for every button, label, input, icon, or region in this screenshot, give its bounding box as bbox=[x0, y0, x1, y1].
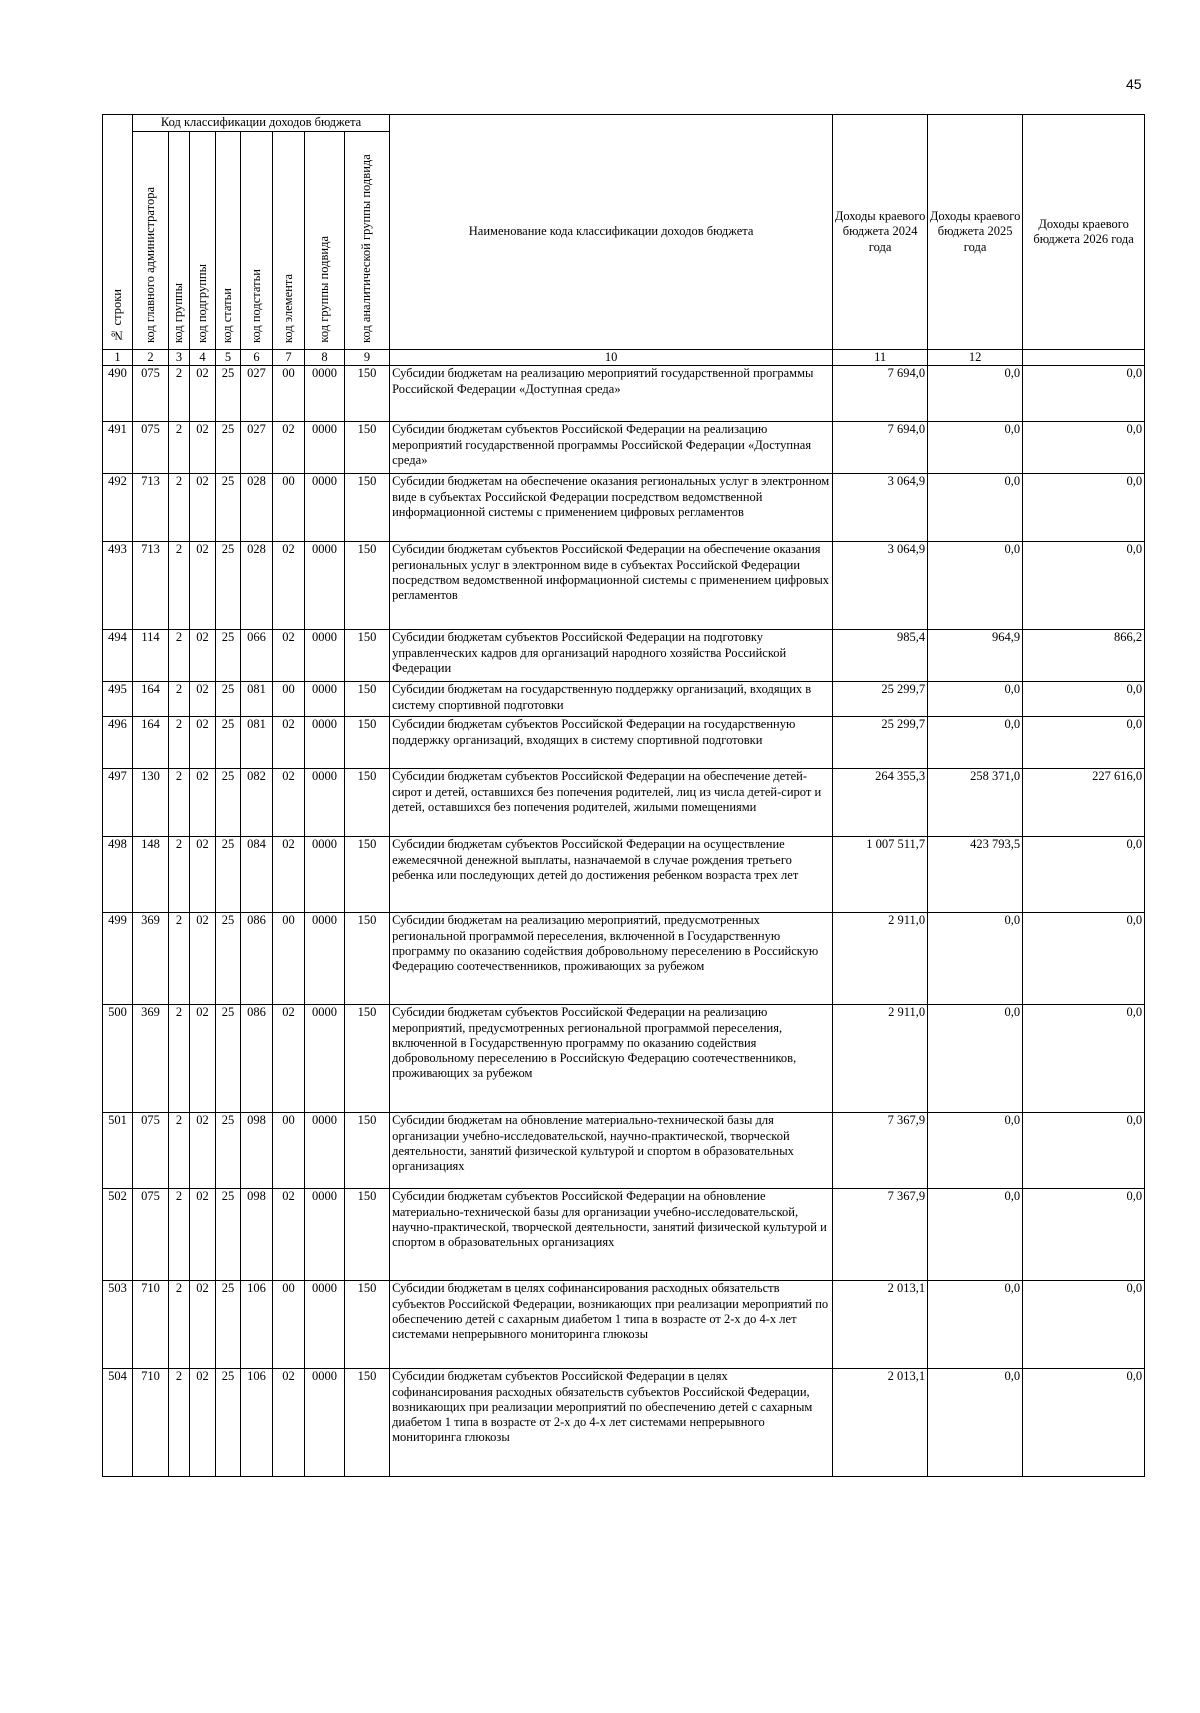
subtype-group-code-cell: 0000 bbox=[305, 422, 345, 474]
subgroup-code-cell: 02 bbox=[190, 837, 216, 913]
revenue-2026-cell: 0,0 bbox=[1023, 422, 1145, 474]
revenue-2026-cell: 0,0 bbox=[1023, 913, 1145, 1005]
subgroup-code-cell: 02 bbox=[190, 542, 216, 630]
group-code-cell: 2 bbox=[169, 769, 190, 837]
admin-code-cell: 075 bbox=[133, 1189, 169, 1281]
table-row bbox=[103, 1189, 1145, 1281]
table-row bbox=[103, 1281, 1145, 1369]
admin-code-cell: 075 bbox=[133, 366, 169, 422]
table-row bbox=[103, 422, 1145, 474]
article-code-cell: 25 bbox=[216, 1369, 241, 1477]
revenue-2024-cell: 1 007 511,7 bbox=[833, 837, 928, 913]
group-code-cell: 2 bbox=[169, 1369, 190, 1477]
column-number: 10 bbox=[390, 350, 833, 366]
revenue-2025-cell: 0,0 bbox=[928, 422, 1023, 474]
subtype-group-code-cell: 0000 bbox=[305, 630, 345, 682]
subgroup-code-cell: 02 bbox=[190, 1113, 216, 1189]
revenue-2026-cell: 227 616,0 bbox=[1023, 769, 1145, 837]
table-row bbox=[103, 366, 1145, 422]
revenue-2025-cell: 0,0 bbox=[928, 1189, 1023, 1281]
revenue-name-cell: Субсидии бюджетам в целях софинансирования расходных обязательств субъектов Российской Федерации, возникающих при реализации мероприятий по обеспечению детей с сахарным диабетом 1 типа в возрасте от 2-х до 4-х лет системами непрерывного мониторинга глюкозы bbox=[390, 1281, 833, 1369]
column-number: 3 bbox=[169, 350, 190, 366]
row-number-cell: 498 bbox=[103, 837, 133, 913]
row-number-cell: 493 bbox=[103, 542, 133, 630]
subgroup-code-cell: 02 bbox=[190, 1189, 216, 1281]
element-code-cell: 02 bbox=[273, 1005, 305, 1113]
header-name: Наименование кода классификации доходов бюджета bbox=[390, 115, 833, 350]
subarticle-code-cell: 081 bbox=[241, 717, 273, 769]
subarticle-code-cell: 081 bbox=[241, 682, 273, 717]
element-code-cell: 02 bbox=[273, 542, 305, 630]
subtype-group-code-cell: 0000 bbox=[305, 1369, 345, 1477]
budget-revenue-table bbox=[102, 114, 1145, 1477]
element-code-cell: 02 bbox=[273, 769, 305, 837]
revenue-2026-cell: 0,0 bbox=[1023, 1281, 1145, 1369]
subarticle-code-cell: 027 bbox=[241, 422, 273, 474]
admin-code-cell: 130 bbox=[133, 769, 169, 837]
subtype-group-code-cell: 0000 bbox=[305, 837, 345, 913]
analytic-subtype-code-cell: 150 bbox=[345, 474, 390, 542]
revenue-2026-cell: 866,2 bbox=[1023, 630, 1145, 682]
table-row bbox=[103, 769, 1145, 837]
analytic-subtype-code-cell: 150 bbox=[345, 630, 390, 682]
revenue-2026-cell: 0,0 bbox=[1023, 1113, 1145, 1189]
revenue-2026-cell: 0,0 bbox=[1023, 474, 1145, 542]
subarticle-code-cell: 098 bbox=[241, 1113, 273, 1189]
column-number: 2 bbox=[133, 350, 169, 366]
revenue-2024-cell: 2 013,1 bbox=[833, 1369, 928, 1477]
group-code-cell: 2 bbox=[169, 1005, 190, 1113]
subgroup-code-cell: 02 bbox=[190, 474, 216, 542]
header-revenue-2025: Доходы краевого бюджета 2025 года bbox=[928, 115, 1023, 350]
revenue-2024-cell: 7 694,0 bbox=[833, 422, 928, 474]
analytic-subtype-code-cell: 150 bbox=[345, 682, 390, 717]
revenue-name-cell: Субсидии бюджетам субъектов Российской Федерации на обеспечение детей-сирот и детей, оставшихся без попечения родителей, лиц из числа детей-сирот и детей, оставшихся без попечения родителей, жилыми помещениями bbox=[390, 769, 833, 837]
table-row bbox=[103, 474, 1145, 542]
revenue-name-cell: Субсидии бюджетам субъектов Российской Федерации на подготовку управленческих кадров для организаций народного хозяйства Российской Федерации bbox=[390, 630, 833, 682]
revenue-2024-cell: 2 911,0 bbox=[833, 913, 928, 1005]
subgroup-code-cell: 02 bbox=[190, 1369, 216, 1477]
group-code-cell: 2 bbox=[169, 1189, 190, 1281]
subarticle-code-cell: 028 bbox=[241, 542, 273, 630]
revenue-2026-cell: 0,0 bbox=[1023, 717, 1145, 769]
analytic-subtype-code-cell: 150 bbox=[345, 366, 390, 422]
element-code-cell: 00 bbox=[273, 366, 305, 422]
analytic-subtype-code-cell: 150 bbox=[345, 913, 390, 1005]
row-number-cell: 502 bbox=[103, 1189, 133, 1281]
element-code-cell: 02 bbox=[273, 837, 305, 913]
revenue-2026-cell: 0,0 bbox=[1023, 542, 1145, 630]
group-code-cell: 2 bbox=[169, 913, 190, 1005]
analytic-subtype-code-cell: 150 bbox=[345, 1281, 390, 1369]
subgroup-code-cell: 02 bbox=[190, 717, 216, 769]
group-code-cell: 2 bbox=[169, 1281, 190, 1369]
element-code-cell: 00 bbox=[273, 1281, 305, 1369]
revenue-name-cell: Субсидии бюджетам субъектов Российской Федерации на реализацию мероприятий, предусмотренных региональной программой переселения, включенной в Государственную программу по оказанию содействия добровольному переселению в Российскую Федерацию соотечественников, проживающих за рубежом bbox=[390, 1005, 833, 1113]
subarticle-code-cell: 086 bbox=[241, 913, 273, 1005]
subarticle-code-cell: 106 bbox=[241, 1281, 273, 1369]
subgroup-code-cell: 02 bbox=[190, 682, 216, 717]
revenue-name-cell: Субсидии бюджетам на реализацию мероприятий, предусмотренных региональной программой переселения, включенной в Государственную программу по оказанию содействия добровольному переселению в Российскую Федерацию соотечественников, проживающих за рубежом bbox=[390, 913, 833, 1005]
column-number: 12 bbox=[928, 350, 1023, 366]
revenue-2025-cell: 258 371,0 bbox=[928, 769, 1023, 837]
subtype-group-code-cell: 0000 bbox=[305, 717, 345, 769]
row-number-cell: 503 bbox=[103, 1281, 133, 1369]
admin-code-cell: 369 bbox=[133, 1005, 169, 1113]
group-code-cell: 2 bbox=[169, 837, 190, 913]
revenue-name-cell: Субсидии бюджетам на государственную поддержку организаций, входящих в систему спортивной подготовки bbox=[390, 682, 833, 717]
revenue-2024-cell: 3 064,9 bbox=[833, 474, 928, 542]
group-code-cell: 2 bbox=[169, 630, 190, 682]
article-code-cell: 25 bbox=[216, 542, 241, 630]
table-row bbox=[103, 913, 1145, 1005]
header-revenue-2024: Доходы краевого бюджета 2024 года bbox=[833, 115, 928, 350]
column-number: 11 bbox=[833, 350, 928, 366]
revenue-2025-cell: 964,9 bbox=[928, 630, 1023, 682]
subarticle-code-cell: 098 bbox=[241, 1189, 273, 1281]
subtype-group-code-cell: 0000 bbox=[305, 474, 345, 542]
row-number-cell: 504 bbox=[103, 1369, 133, 1477]
table-row bbox=[103, 1113, 1145, 1189]
subarticle-code-cell: 106 bbox=[241, 1369, 273, 1477]
header-group-code: код группы bbox=[169, 132, 190, 350]
article-code-cell: 25 bbox=[216, 682, 241, 717]
revenue-2025-cell: 0,0 bbox=[928, 1005, 1023, 1113]
header-classification-code: Код классификации доходов бюджета bbox=[133, 115, 390, 132]
revenue-2024-cell: 2 013,1 bbox=[833, 1281, 928, 1369]
revenue-2025-cell: 0,0 bbox=[928, 913, 1023, 1005]
article-code-cell: 25 bbox=[216, 717, 241, 769]
revenue-name-cell: Субсидии бюджетам субъектов Российской Федерации на осуществление ежемесячной денежной выплаты, назначаемой в случае рождения третьего ребенка или последующих детей до достижения ребенком возраста трех лет bbox=[390, 837, 833, 913]
row-number-cell: 497 bbox=[103, 769, 133, 837]
revenue-2024-cell: 25 299,7 bbox=[833, 682, 928, 717]
subarticle-code-cell: 082 bbox=[241, 769, 273, 837]
revenue-2024-cell: 7 694,0 bbox=[833, 366, 928, 422]
revenue-2024-cell: 985,4 bbox=[833, 630, 928, 682]
subarticle-code-cell: 027 bbox=[241, 366, 273, 422]
revenue-2025-cell: 423 793,5 bbox=[928, 837, 1023, 913]
row-number-cell: 494 bbox=[103, 630, 133, 682]
article-code-cell: 25 bbox=[216, 1281, 241, 1369]
revenue-2026-cell: 0,0 bbox=[1023, 1189, 1145, 1281]
admin-code-cell: 710 bbox=[133, 1281, 169, 1369]
header-analytic-subtype-code: код аналитической группы подвида bbox=[345, 132, 390, 350]
analytic-subtype-code-cell: 150 bbox=[345, 422, 390, 474]
revenue-2025-cell: 0,0 bbox=[928, 1281, 1023, 1369]
article-code-cell: 25 bbox=[216, 1005, 241, 1113]
element-code-cell: 00 bbox=[273, 1113, 305, 1189]
column-number: 9 bbox=[345, 350, 390, 366]
article-code-cell: 25 bbox=[216, 1113, 241, 1189]
column-number: 6 bbox=[241, 350, 273, 366]
subtype-group-code-cell: 0000 bbox=[305, 769, 345, 837]
subgroup-code-cell: 02 bbox=[190, 769, 216, 837]
subarticle-code-cell: 084 bbox=[241, 837, 273, 913]
page-number: 45 bbox=[1126, 76, 1142, 92]
admin-code-cell: 713 bbox=[133, 474, 169, 542]
header-subgroup-code: код подгруппы bbox=[190, 132, 216, 350]
revenue-2026-cell: 0,0 bbox=[1023, 1005, 1145, 1113]
revenue-2025-cell: 0,0 bbox=[928, 1369, 1023, 1477]
revenue-2025-cell: 0,0 bbox=[928, 366, 1023, 422]
admin-code-cell: 075 bbox=[133, 422, 169, 474]
analytic-subtype-code-cell: 150 bbox=[345, 1189, 390, 1281]
subarticle-code-cell: 066 bbox=[241, 630, 273, 682]
group-code-cell: 2 bbox=[169, 422, 190, 474]
subtype-group-code-cell: 0000 bbox=[305, 682, 345, 717]
element-code-cell: 02 bbox=[273, 630, 305, 682]
element-code-cell: 00 bbox=[273, 682, 305, 717]
column-numbers-row bbox=[103, 350, 1145, 366]
analytic-subtype-code-cell: 150 bbox=[345, 769, 390, 837]
revenue-name-cell: Субсидии бюджетам на обеспечение оказания региональных услуг в электронном виде в субъектах Российской Федерации посредством ведомственной информационной системы с применением цифровых регламентов bbox=[390, 474, 833, 542]
article-code-cell: 25 bbox=[216, 913, 241, 1005]
admin-code-cell: 114 bbox=[133, 630, 169, 682]
subtype-group-code-cell: 0000 bbox=[305, 1113, 345, 1189]
article-code-cell: 25 bbox=[216, 366, 241, 422]
element-code-cell: 00 bbox=[273, 474, 305, 542]
row-number-cell: 495 bbox=[103, 682, 133, 717]
element-code-cell: 00 bbox=[273, 913, 305, 1005]
revenue-name-cell: Субсидии бюджетам субъектов Российской Федерации в целях софинансирования расходных обязательств субъектов Российской Федерации, возникающих при реализации мероприятий по обеспечению детей с сахарным диабетом 1 типа в возрасте от 2-х до 4-х лет системами непрерывного мониторинга глюкозы bbox=[390, 1369, 833, 1477]
revenue-2025-cell: 0,0 bbox=[928, 1113, 1023, 1189]
column-number: 5 bbox=[216, 350, 241, 366]
analytic-subtype-code-cell: 150 bbox=[345, 837, 390, 913]
element-code-cell: 02 bbox=[273, 1369, 305, 1477]
revenue-name-cell: Субсидии бюджетам субъектов Российской Федерации на государственную поддержку организаций, входящих в систему спортивной подготовки bbox=[390, 717, 833, 769]
article-code-cell: 25 bbox=[216, 837, 241, 913]
group-code-cell: 2 bbox=[169, 542, 190, 630]
revenue-2025-cell: 0,0 bbox=[928, 682, 1023, 717]
header-article-code: код статьи bbox=[216, 132, 241, 350]
subgroup-code-cell: 02 bbox=[190, 422, 216, 474]
row-number-cell: 501 bbox=[103, 1113, 133, 1189]
analytic-subtype-code-cell: 150 bbox=[345, 717, 390, 769]
revenue-2025-cell: 0,0 bbox=[928, 474, 1023, 542]
article-code-cell: 25 bbox=[216, 769, 241, 837]
row-number-cell: 492 bbox=[103, 474, 133, 542]
revenue-2024-cell: 7 367,9 bbox=[833, 1113, 928, 1189]
subtype-group-code-cell: 0000 bbox=[305, 366, 345, 422]
group-code-cell: 2 bbox=[169, 717, 190, 769]
group-code-cell: 2 bbox=[169, 1113, 190, 1189]
revenue-2024-cell: 7 367,9 bbox=[833, 1189, 928, 1281]
subgroup-code-cell: 02 bbox=[190, 1281, 216, 1369]
revenue-2026-cell: 0,0 bbox=[1023, 366, 1145, 422]
table-row bbox=[103, 837, 1145, 913]
revenue-2025-cell: 0,0 bbox=[928, 542, 1023, 630]
header-subtype-group-code: код группы подвида bbox=[305, 132, 345, 350]
row-number-cell: 499 bbox=[103, 913, 133, 1005]
revenue-2025-cell: 0,0 bbox=[928, 717, 1023, 769]
revenue-name-cell: Субсидии бюджетам на реализацию мероприятий государственной программы Российской Федерации «Доступная среда» bbox=[390, 366, 833, 422]
revenue-2024-cell: 2 911,0 bbox=[833, 1005, 928, 1113]
table-row bbox=[103, 1005, 1145, 1113]
admin-code-cell: 148 bbox=[133, 837, 169, 913]
revenue-2024-cell: 264 355,3 bbox=[833, 769, 928, 837]
table-row bbox=[103, 682, 1145, 717]
analytic-subtype-code-cell: 150 bbox=[345, 1113, 390, 1189]
table-row bbox=[103, 542, 1145, 630]
element-code-cell: 02 bbox=[273, 1189, 305, 1281]
row-number-cell: 496 bbox=[103, 717, 133, 769]
column-number: 1 bbox=[103, 350, 133, 366]
group-code-cell: 2 bbox=[169, 366, 190, 422]
header-subarticle-code: код подстатьи bbox=[241, 132, 273, 350]
header-admin-code: код главного администратора bbox=[133, 132, 169, 350]
revenue-name-cell: Субсидии бюджетам на обновление материально-технической базы для организации учебно-исследовательской, научно-практической, творческой деятельности, занятий физической культурой и спортом в образовательных организациях bbox=[390, 1113, 833, 1189]
header-revenue-2026: Доходы краевого бюджета 2026 года bbox=[1023, 115, 1145, 350]
revenue-name-cell: Субсидии бюджетам субъектов Российской Федерации на реализацию мероприятий государственной программы Российской Федерации «Доступная среда» bbox=[390, 422, 833, 474]
revenue-2026-cell: 0,0 bbox=[1023, 682, 1145, 717]
group-code-cell: 2 bbox=[169, 474, 190, 542]
revenue-2026-cell: 0,0 bbox=[1023, 837, 1145, 913]
element-code-cell: 02 bbox=[273, 422, 305, 474]
subtype-group-code-cell: 0000 bbox=[305, 1005, 345, 1113]
revenue-name-cell: Субсидии бюджетам субъектов Российской Федерации на обеспечение оказания региональных услуг в электронном виде в субъектах Российской Федерации посредством ведомственной информационной системы с применением цифровых регламентов bbox=[390, 542, 833, 630]
admin-code-cell: 713 bbox=[133, 542, 169, 630]
table-row bbox=[103, 717, 1145, 769]
analytic-subtype-code-cell: 150 bbox=[345, 1005, 390, 1113]
subtype-group-code-cell: 0000 bbox=[305, 913, 345, 1005]
article-code-cell: 25 bbox=[216, 630, 241, 682]
subtype-group-code-cell: 0000 bbox=[305, 1189, 345, 1281]
article-code-cell: 25 bbox=[216, 1189, 241, 1281]
subtype-group-code-cell: 0000 bbox=[305, 542, 345, 630]
analytic-subtype-code-cell: 150 bbox=[345, 542, 390, 630]
analytic-subtype-code-cell: 150 bbox=[345, 1369, 390, 1477]
revenue-2024-cell: 3 064,9 bbox=[833, 542, 928, 630]
admin-code-cell: 075 bbox=[133, 1113, 169, 1189]
admin-code-cell: 710 bbox=[133, 1369, 169, 1477]
group-code-cell: 2 bbox=[169, 682, 190, 717]
column-number: 7 bbox=[273, 350, 305, 366]
column-number: 8 bbox=[305, 350, 345, 366]
row-number-cell: 490 bbox=[103, 366, 133, 422]
revenue-2024-cell: 25 299,7 bbox=[833, 717, 928, 769]
article-code-cell: 25 bbox=[216, 474, 241, 542]
subarticle-code-cell: 086 bbox=[241, 1005, 273, 1113]
table-body bbox=[103, 366, 1145, 1477]
subgroup-code-cell: 02 bbox=[190, 1005, 216, 1113]
element-code-cell: 02 bbox=[273, 717, 305, 769]
subarticle-code-cell: 028 bbox=[241, 474, 273, 542]
table-row bbox=[103, 630, 1145, 682]
revenue-2026-cell: 0,0 bbox=[1023, 1369, 1145, 1477]
column-number bbox=[1023, 350, 1145, 366]
row-number-cell: 500 bbox=[103, 1005, 133, 1113]
subgroup-code-cell: 02 bbox=[190, 630, 216, 682]
subgroup-code-cell: 02 bbox=[190, 366, 216, 422]
admin-code-cell: 164 bbox=[133, 717, 169, 769]
row-number-cell: 491 bbox=[103, 422, 133, 474]
header-element-code: код элемента bbox=[273, 132, 305, 350]
admin-code-cell: 369 bbox=[133, 913, 169, 1005]
subgroup-code-cell: 02 bbox=[190, 913, 216, 1005]
admin-code-cell: 164 bbox=[133, 682, 169, 717]
revenue-name-cell: Субсидии бюджетам субъектов Российской Федерации на обновление материально-технической базы для организации учебно-исследовательской, научно-практической, творческой деятельности, занятий физической культурой и спортом в образовательных организациях bbox=[390, 1189, 833, 1281]
header-row-number: № строки bbox=[103, 115, 133, 350]
article-code-cell: 25 bbox=[216, 422, 241, 474]
table-row bbox=[103, 1369, 1145, 1477]
column-number: 4 bbox=[190, 350, 216, 366]
subtype-group-code-cell: 0000 bbox=[305, 1281, 345, 1369]
